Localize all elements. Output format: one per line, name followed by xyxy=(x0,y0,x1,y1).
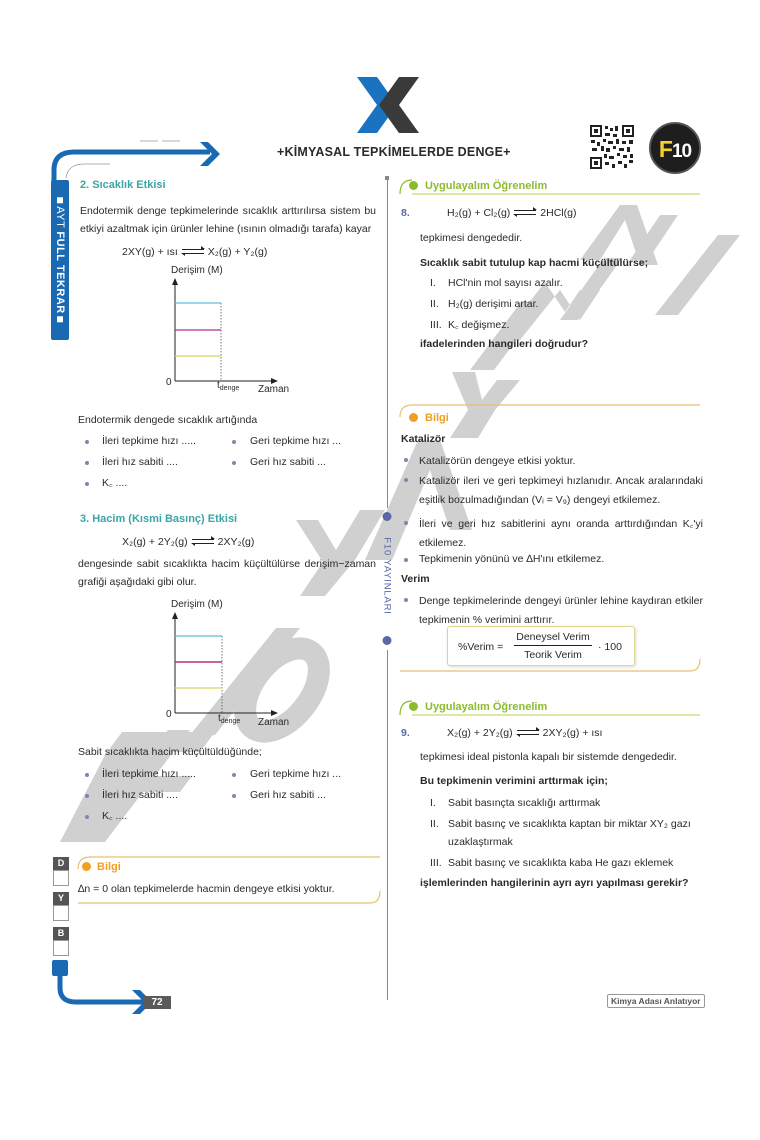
bullet: Geri hız sabiti ... xyxy=(250,789,326,801)
divider-cap xyxy=(385,176,389,180)
eq-right: X₂(g) + Y₂(g) xyxy=(207,246,268,258)
section-3-bullets xyxy=(80,765,380,825)
q9-item: III. Sabit basınç ve sıcaklıkta kaba He gazı eklemek xyxy=(430,857,674,869)
side-tab-prefix: AYT xyxy=(54,206,66,229)
chart1-ylabel: Derişim (M) xyxy=(171,265,223,276)
chart2-y-arrow-icon xyxy=(172,612,178,619)
q9-item: I. Sabit basınçta sıcaklığı arttırmak xyxy=(430,797,601,809)
equilibrium-arrow-icon xyxy=(182,248,204,256)
q9-dot-icon xyxy=(409,702,418,711)
page-number: 72 xyxy=(143,996,171,1009)
column-divider-bottom xyxy=(387,650,388,1000)
bullet: K꜀ .... xyxy=(102,477,128,489)
side-label-b: B xyxy=(53,927,69,940)
q8-dot-icon xyxy=(409,181,418,190)
q9-header: Uygulayalım Öğrenelim xyxy=(425,701,548,713)
bullet: Geri tepkime hızı ... xyxy=(250,768,342,780)
formula-left: %Verim = xyxy=(458,641,504,653)
side-label-d: D xyxy=(53,857,69,870)
brand-logo xyxy=(355,75,425,135)
q9-equation: X₂(g) + 2Y₂(g) 2XY₂(g) + ısı xyxy=(447,727,603,739)
section-3-title: 3. Hacim (Kısmi Basınç) Etkisi xyxy=(80,513,238,525)
bilgi-right-label: Bilgi xyxy=(425,412,449,424)
section-2-paragraph: Endotermik denge tepkimelerinde sıcaklık arttırılırsa sistem bu etkiyi azaltmak için ürünler lehine (ısının olmadığı tarafa) kayar xyxy=(80,205,376,235)
q8-item: II. H₂(g) derişimi artar. xyxy=(430,298,539,310)
q9-line1: tepkimesi ideal pistonla kapalı bir sistemde dengededir. xyxy=(420,751,677,763)
footer-arrow-decoration xyxy=(50,958,180,1018)
divider-dot-icon xyxy=(383,512,392,521)
chart2-tick: $t_{denge}$ xyxy=(218,713,241,725)
q9-prompt: Bu tepkimenin verimini arttırmak için; xyxy=(420,775,608,787)
katalizor-bullet: Katalizör ileri ve geri tepkimeyi hızlanıdır. Ancak aralarındaki eşitlik bozulmadığından (Vᵢ = V₉) dengeyi etkilemez. xyxy=(419,475,703,506)
formula-denominator: Teorik Verim xyxy=(524,649,582,661)
equilibrium-arrow-icon xyxy=(517,729,539,737)
chapter-title: +KİMYASAL TEPKİMELERDE DENGE+ xyxy=(277,145,511,159)
section-2-equation xyxy=(122,245,267,259)
katalizor-title: Katalizör xyxy=(401,433,446,445)
bullet: İleri hız sabiti .... xyxy=(102,789,178,801)
formula-numerator: Deneysel Verim xyxy=(516,631,590,643)
side-checkbox-d[interactable] xyxy=(53,870,69,886)
section-2-title: 2. Sıcaklık Etkisi xyxy=(80,179,166,191)
formula-right: · 100 xyxy=(598,641,622,653)
bullet: İleri hız sabiti .... xyxy=(102,456,178,468)
side-checkbox-b[interactable] xyxy=(53,940,69,956)
chart2-zero: 0 xyxy=(166,709,172,720)
chart2 xyxy=(160,610,290,722)
chart1-zero: 0 xyxy=(166,377,172,388)
q8-question: ifadelerinden hangileri doğrudur? xyxy=(420,338,589,350)
equilibrium-arrow-icon xyxy=(192,538,214,546)
katalizor-bullet: İleri ve geri hız sabitlerini aynı oranda arttırdığından K꜀'yi etkilemez. xyxy=(419,518,703,549)
section-3-equation: X₂(g) + 2Y₂(g) 2XY₂(g) xyxy=(122,536,255,548)
column-divider-top xyxy=(387,178,388,508)
verim-bullet: Denge tepkimelerinde dengeyi ürünler lehine kaydıran etkiler tepkimenin % verimini arttırır. xyxy=(419,595,703,626)
equilibrium-arrow-icon xyxy=(514,209,536,217)
q9-item: II. Sabit basınç ve sıcaklıkta kaptan bir miktar XY₂ gazı uzaklaştırmak xyxy=(430,818,691,848)
side-tab xyxy=(51,180,69,340)
side-tab-main: FULL TEKRAR xyxy=(54,231,66,314)
bilgi-label: Bilgi xyxy=(97,861,121,873)
bullet: İleri tepkime hızı ..... xyxy=(102,768,196,780)
q8-header: Uygulayalım Öğrenelim xyxy=(425,180,548,192)
chart1-tick: $t_{denge}$ xyxy=(217,380,240,392)
brand-badge-text: F10 xyxy=(658,136,692,162)
katalizor-bullet: Tepkimenin yönünü ve ∆H'ını etkilemez. xyxy=(419,553,605,565)
verim-title: Verim xyxy=(401,573,430,585)
verim-formula-box xyxy=(447,626,635,666)
section-2-after: Endotermik dengede sıcaklık artığında xyxy=(78,414,258,426)
section-3-after: Sabit sıcaklıkta hacim küçültüldüğünde; xyxy=(78,746,262,758)
side-label-y: Y xyxy=(53,892,69,905)
q9-question: işlemlerinden hangilerinin ayrı ayrı yapılması gerekir? xyxy=(420,877,689,889)
chart1-y-arrow-icon xyxy=(172,278,178,285)
divider-brand-text: F10 YAYINLARI xyxy=(381,537,393,615)
q9-number: 9. xyxy=(401,727,410,739)
bullet: Geri tepkime hızı ... xyxy=(250,435,342,447)
bilgi-dot-icon xyxy=(82,862,91,871)
fraction-bar xyxy=(514,645,592,646)
section-2-bullets xyxy=(80,432,380,492)
brand-badge xyxy=(649,122,701,174)
bilgi-right-dot-icon xyxy=(409,413,418,422)
q8-item: I. HCl'nin mol sayısı azalır. xyxy=(430,277,563,289)
bilgi-text: ∆n = 0 olan tepkimelerde hacmin dengeye etkisi yoktur. xyxy=(78,883,335,895)
section-3-paragraph: dengesinde sabit sıcaklıkta hacim küçültülürse derişim−zaman grafiği aşağıdaki gibi olur. xyxy=(78,558,376,588)
chart2-xlabel: Zaman xyxy=(258,717,290,728)
chart1 xyxy=(160,276,290,388)
bullet: İleri tepkime hızı ..... xyxy=(102,435,196,447)
q8-item: III. K꜀ değişmez. xyxy=(430,319,510,331)
chart2-ylabel: Derişim (M) xyxy=(171,599,223,610)
katalizor-bullet: Katalizörün dengeye etkisi yoktur. xyxy=(419,455,576,467)
divider-brand-label xyxy=(380,512,394,642)
divider-dot-icon xyxy=(383,636,392,645)
qr-code[interactable] xyxy=(589,124,635,170)
q8-line1: tepkimesi dengededir. xyxy=(420,232,523,244)
q8-number: 8. xyxy=(401,207,410,219)
bullet: Geri hız sabiti ... xyxy=(250,456,326,468)
chart1-xlabel: Zaman xyxy=(258,384,290,395)
footer-tag: Kimya Adası Anlatıyor xyxy=(607,994,705,1008)
q8-equation: H₂(g) + Cl₂(g) 2HCl(g) xyxy=(447,207,577,219)
side-checkbox-y[interactable] xyxy=(53,905,69,921)
q8-prompt: Sıcaklık sabit tutulup kap hacmi küçültülürse; xyxy=(420,257,649,269)
bullet: K꜀ .... xyxy=(102,810,128,822)
eq-left: 2XY(g) + ısı xyxy=(122,246,178,258)
